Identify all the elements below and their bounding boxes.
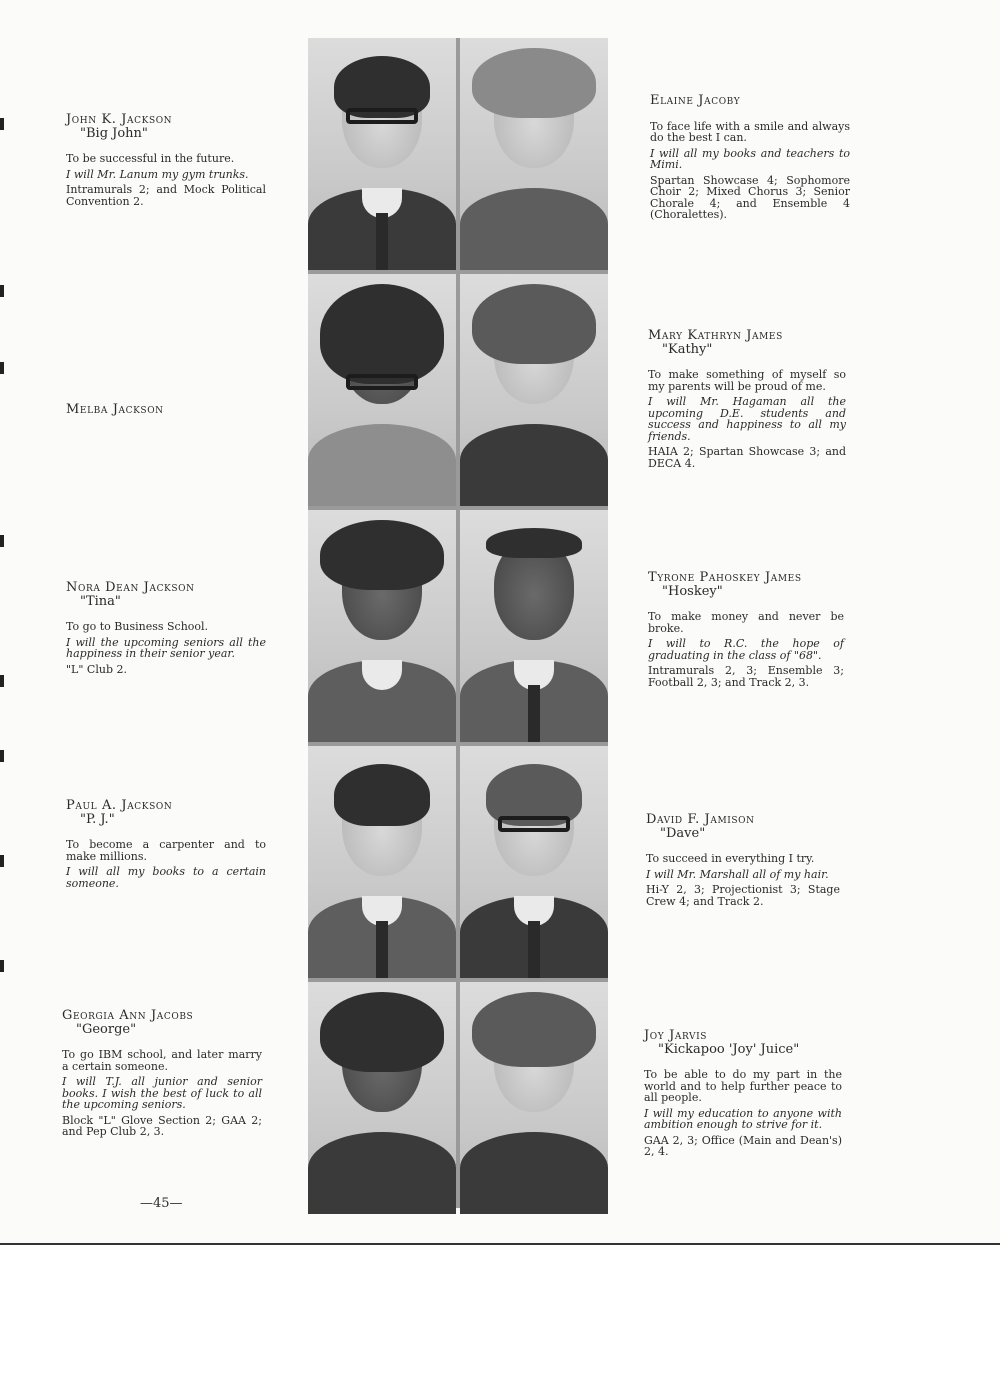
student-will: I will T.J. all junior and senior books. I wish the best of luck to all the upcoming seniors. bbox=[62, 1075, 262, 1111]
entry-john-jackson bbox=[66, 114, 266, 207]
entry-elaine-jacoby bbox=[650, 95, 850, 221]
student-goal: To be able to do my part in the world and to help further peace to all people. bbox=[644, 1068, 842, 1104]
student-nickname: "Kathy" bbox=[662, 341, 713, 357]
student-goal: To go to Business School. bbox=[66, 620, 209, 633]
portrait-joy-jarvis bbox=[460, 982, 608, 1214]
student-will: I will Mr. Lanum my gym trunks. bbox=[66, 167, 249, 181]
student-activities: "L" Club 2. bbox=[66, 662, 127, 676]
student-nickname: "Hoskey" bbox=[662, 583, 723, 599]
student-name: Tyrone Pahoskey James bbox=[648, 570, 802, 585]
portrait-mary-james bbox=[460, 274, 608, 506]
student-name: Paul A. Jackson bbox=[66, 798, 173, 813]
entry-mary-james bbox=[648, 330, 846, 469]
student-goal: To make money and never be broke. bbox=[648, 610, 844, 635]
student-activities: Block "L" Glove Section 2; GAA 2; and Pep Club 2, 3. bbox=[62, 1113, 262, 1138]
student-activities: Spartan Showcase 4; Sophomore Choir 2; Mixed Chorus 3; Senior Chorale 4; and Ensemble 4 (Choralettes). bbox=[650, 173, 850, 221]
portrait-tyrone-james bbox=[460, 510, 608, 742]
student-will: I will Mr. Marshall all of my hair. bbox=[646, 867, 829, 881]
student-nickname: "Tina" bbox=[80, 593, 121, 609]
portrait-grid bbox=[308, 38, 608, 1208]
entry-nora-jackson bbox=[66, 582, 266, 675]
student-goal: To make something of myself so my parents will be proud of me. bbox=[648, 368, 846, 393]
entry-tyrone-james bbox=[648, 572, 844, 688]
student-goal: To be successful in the future. bbox=[66, 152, 235, 165]
entry-joy-jarvis bbox=[644, 1030, 842, 1158]
student-nickname: "Big John" bbox=[80, 125, 148, 141]
student-activities: HAIA 2; Spartan Showcase 3; and DECA 4. bbox=[648, 445, 846, 470]
student-name: Mary Kathryn James bbox=[648, 328, 783, 343]
student-name: Joy Jarvis bbox=[644, 1028, 708, 1043]
student-name: David F. Jamison bbox=[646, 812, 755, 827]
student-name: Nora Dean Jackson bbox=[66, 580, 195, 595]
student-goal: To go IBM school, and later marry a certain someone. bbox=[62, 1048, 262, 1073]
entry-georgia-jacobs bbox=[62, 1010, 262, 1138]
student-nickname: "P. J." bbox=[80, 811, 115, 827]
entry-david-jamison bbox=[646, 814, 840, 907]
student-will: I will all my books and teachers to Mimi. bbox=[650, 146, 850, 171]
entry-melba-jackson bbox=[66, 404, 266, 416]
student-goal: To face life with a smile and always do the best I can. bbox=[650, 119, 850, 144]
student-will: I will the upcoming seniors all the happiness in their senior year. bbox=[66, 635, 266, 660]
portrait-david-jamison bbox=[460, 746, 608, 978]
student-will: I will my education to anyone with ambition enough to strive for it. bbox=[644, 1106, 842, 1131]
student-name: Melba Jackson bbox=[66, 402, 164, 417]
student-goal: To become a carpenter and to make millions. bbox=[66, 838, 266, 863]
student-name: John K. Jackson bbox=[66, 112, 173, 127]
student-will: I will all my books to a certain someone. bbox=[66, 865, 266, 890]
student-activities: Hi-Y 2, 3; Projectionist 3; Stage Crew 4; and Track 2. bbox=[646, 883, 840, 908]
portrait-nora-jackson bbox=[308, 510, 456, 742]
portrait-georgia-jacobs bbox=[308, 982, 456, 1214]
student-nickname: "Dave" bbox=[660, 825, 706, 841]
student-name: Elaine Jacoby bbox=[650, 93, 741, 108]
student-nickname: "Kickapoo 'Joy' Juice" bbox=[658, 1041, 800, 1057]
page-number: —45— bbox=[140, 1196, 183, 1211]
entry-paul-jackson bbox=[66, 800, 266, 889]
portrait-elaine-jacoby bbox=[460, 38, 608, 270]
student-name: Georgia Ann Jacobs bbox=[62, 1008, 194, 1023]
student-activities: GAA 2, 3; Office (Main and Dean's) 2, 4. bbox=[644, 1133, 842, 1158]
student-activities: Intramurals 2, 3; Ensemble 3; Football 2, 3; and Track 2, 3. bbox=[648, 664, 844, 689]
student-will: I will to R.C. the hope of graduating in the class of "68". bbox=[648, 637, 844, 662]
student-goal: To succeed in everything I try. bbox=[646, 852, 815, 865]
portrait-john-jackson bbox=[308, 38, 456, 270]
student-will: I will Mr. Hagaman all the upcoming D.E. students and success and happiness to all my friends. bbox=[648, 395, 846, 443]
portrait-melba-jackson bbox=[308, 274, 456, 506]
student-nickname: "George" bbox=[76, 1021, 137, 1037]
student-activities: Intramurals 2; and Mock Political Convention 2. bbox=[66, 183, 266, 208]
portrait-paul-jackson bbox=[308, 746, 456, 978]
